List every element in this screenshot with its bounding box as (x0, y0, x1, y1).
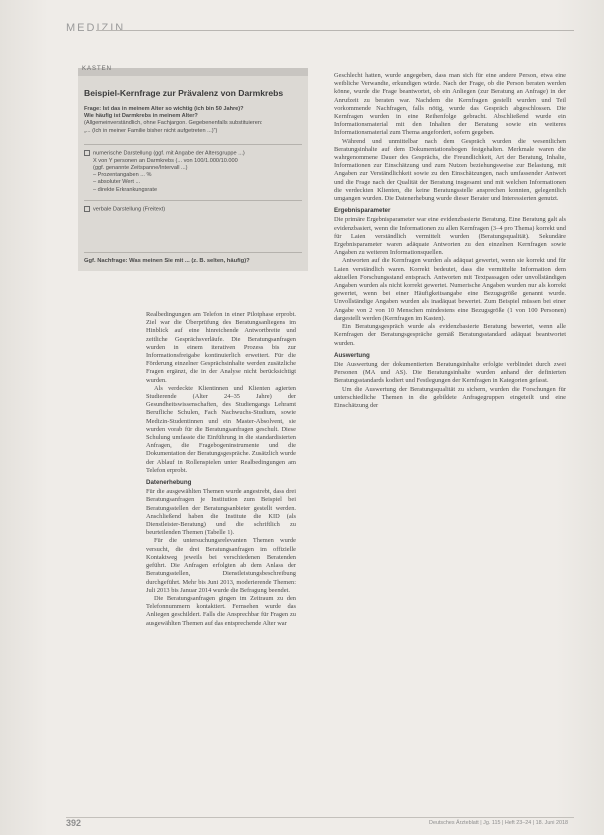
paragraph: Die Beratungsanfragen gingen im Zeitraum zu den Telefonnummern kontaktiert. Fernsehen wurde das Anliegen geschildert. Falls die Ansprechbar für Fragen zu ausgewählten Themen auf das entsprechende Alter war (146, 594, 296, 627)
section-label: MEDIZIN (66, 22, 126, 34)
option-sub: X von Y personen an Darmkrebs (... von 100/1.000/10.000 (93, 157, 238, 164)
option-label: numerische Darstellung (ggf. mit Angabe der Altersgruppe ...) (93, 150, 245, 157)
question-note: „... (Ich in meiner Familie bisher nicht aufgetreten ...)“) (84, 127, 218, 134)
left-column (146, 311, 296, 791)
paragraph: Die primäre Ergebnisparameter war eine evidenzbasierte Beratung. Eine Beratung galt als evidenzbasiert, wenn die Informationen zu allen Kernfragen (3–4 pro Thema) korrekt und für Laien verständlich vermittelt wurden (Beratungsqualität). Sekundäre Ergebnisparameter waren adäquate Antworten zu den einzelnen Kernfragen sowie Angaben zu weiteren Informationsquellen. (334, 216, 566, 257)
box-divider (84, 252, 302, 253)
page-number: 392 (66, 818, 82, 828)
right-column (334, 72, 566, 817)
option-sub: – absoluter Wert ... (93, 179, 141, 186)
box-option-numeric (84, 150, 304, 194)
subheading: Datenerhebung (146, 479, 192, 487)
info-box (78, 68, 308, 271)
paragraph: Für die ausgewählten Themen wurde angestrebt, dass drei Beratungsanfragen je Institution zum Beispiel bei Beratungsstellen der Beratungsanbieter gestellt werden. Anschließend haben die Institute die KID (als Dienstleister-Beratung) und die schriftlich zu beurteilenden Themen (Tabelle 1). (146, 488, 296, 537)
option-sub: (ggf. genannte Zeitspanne/Intervall ...) (93, 164, 188, 171)
question-note: (Allgemeinverständlich, ohne Fachjargon. Gegebenenfalls substituieren: (84, 120, 263, 127)
paragraph: Ein Beratungsgespräch wurde als evidenzbasierte Beratung bewertet, wenn alle Kernfragen der Beratungsgespräche gemäß Beratungsstandard adäquat beantwortet wurden. (334, 323, 566, 347)
paragraph: Realbedingungen am Telefon in einer Pilotphase erprobt. Ziel war die Überprüfung des Beratungsanliegens im Hinblick auf eine hinreichende Antwortbreite und zeitliche Gesprächsverläufe. Die Beratungsanfragen wurden in einem iterativen Prozess bis zur Informationsfreigabe kontinuierlich erweitert. Für die Förderung einzelner Gesprächsinhalte werden zusätzliche Fragen ergänzt, die in der Analyse nicht berücksichtigt wurden. (146, 311, 296, 384)
checkbox-icon (84, 150, 90, 156)
question-line: Wie häufig ist Darmkrebs in meinem Alter? (84, 113, 198, 120)
paragraph: Antworten auf die Kernfragen wurden als adäquat gewertet, wenn sie korrekt und für Laien verständlich waren. Korrekt bedeutet, dass die vermittelte Information dem aktuellen Forschungsstand entsprach. Antworten mit Textpassagen oder unvollständigen Angaben wurden als nicht korrekt gewertet. Numerische Angaben wurden nur als korrekt gewertet, wenn bei einer Häufigkeitsangabe eine Bezugsgröße genannt wurde. Unvollständige Angaben wurden als inadäquat bewertet. Zum Beispiel müssen bei einer Angabe von 2 von 10 Menschen mindestens eine Bezugsgröße (1 von 100 Personen) dargestellt werden (Kernfragen im Kasten). (334, 257, 566, 322)
paragraph: Für die untersuchungsrelevanten Themen wurde versucht, die drei Beratungsanfragen im offizielle Kontaktweg jeweils bei verschiedenen Beratenden geführt. Die Anfragen erfolgten ab dem Anlass der Beratungsstellen, Dienstleistungsbeschreibung durchgeführt. Mehr bis Juni 2013, moderierende Themen: Juli 2013 bis Januar 2014 wurde die Befragung beendet. (146, 537, 296, 594)
paragraph: Um die Auswertung der Beratungsqualität zu sichern, wurden die Forschungen für unterschiedliche Themen in die gebildete Anfragegruppen eingeteilt und eine Einschätzung der (334, 385, 566, 409)
box-divider (84, 144, 302, 145)
journal-citation: Deutsches Ärzteblatt | Jg. 115 | Heft 23–24 | 18. Juni 2018 (429, 820, 568, 826)
box-question (84, 106, 304, 135)
paragraph: Während und unmittelbar nach dem Gespräch wurden die wesentlichen Beratungsinhalte auf dem Dokumentationsbogen festgehalten. Merkmale waren die wahrgenommene Dauer des Gesprächs, die Freundlichkeit, Art der Beratung, Inhalte, Informationen zur Einschätzung und zum Nutzen beziehungsweise zur Belastung, mit Angaben zur Verständlichkeit sowie zu den Einschätzungen, nach umfassender Antwort und die Frage nach der Qualität der Beratung insgesamt und mit welchen Informationen die verdeckten Klienten, die keine Beratungsstelle ansprechen konnten, gelegentlich umgangen wurden. Die Datenerhebung wurde dieser Berater und Interessierten genutzt. (334, 137, 566, 203)
question-line: Frage: Ist das in meinem Alter so wichtig (ich bin 50 Jahre)? (84, 106, 244, 112)
paragraph: Als verdeckte Klientinnen und Klienten agierten Studierende (Alter 24–35 Jahre) der Gesundheitswissenschaften, des Studiengangs Lehramt Berufliche Schulen, Fach Nachwuchs-Studium, sowie Medizin-Studentinnen und ein Master-Absolvent, sie wurden vorab für die Beratungsanfragen geschult. Diese Schulung umfasste die Einführung in die standardisierten Anfragen, die Fragebogeninstrumente und die Dokumentation der Beratungsgespräche. Zusätzlich wurde der Ablauf in Rollenspielen unter Realbedingungen am Telefon erprobt. (146, 384, 296, 474)
option-label: verbale Darstellung (Freitext) (93, 206, 166, 213)
option-sub: – direkte Erkrankungsrate (93, 186, 158, 193)
paragraph: Die Auswertung der dokumentierten Beratungsinhalte erfolgte verblindet durch zwei Personen (MA und AS). Die Beratungsinhalte wurden anhand der definierten Beratungsstandards kodiert und Festlegungen der Kernfragen in Kategorien gefasst. (334, 360, 566, 385)
box-option-verbal (84, 206, 304, 214)
box-followup: Ggf. Nachfrage: Was meinen Sie mit ... (z. B. selten, häufig)? (84, 258, 250, 264)
box-tag: KASTEN (82, 66, 113, 72)
box-divider (84, 200, 302, 201)
option-sub: – Prozentangaben ... % (93, 172, 152, 179)
footer-rule (66, 817, 574, 818)
paragraph: Geschlecht hatten, wurde angegeben, dass man sich für eine andere Person, etwa eine weibliche Verwandte, erkundigen würde. Nach der Frage, ob die Person beraten werden könne, wurde die Frage beantwortet, ob ein Anliegen (zur Beratung an Anfrage) in der Anrufzeit zu beraten war. Nachdem die Kernfragen gestellt wurden und Teil vorkommende Nachfragen, falls nötig, wurde das Gespräch abgeschlossen. Die Kernfragen wurden in eine Reihenfolge gebracht. Abschließend wurde ein Informationsmaterial mit den Inhalten der Beratung sowie ein weiteres Informationsmaterial zum Thema angefordert, sofern gegeben. (334, 72, 566, 137)
header-rule (96, 30, 574, 31)
subheading: Ergebnisparameter (334, 207, 391, 215)
box-title: Beispiel-Kernfrage zur Prävalenz von Darmkrebs (84, 88, 284, 98)
checkbox-icon (84, 206, 90, 212)
subheading: Auswertung (334, 351, 370, 359)
